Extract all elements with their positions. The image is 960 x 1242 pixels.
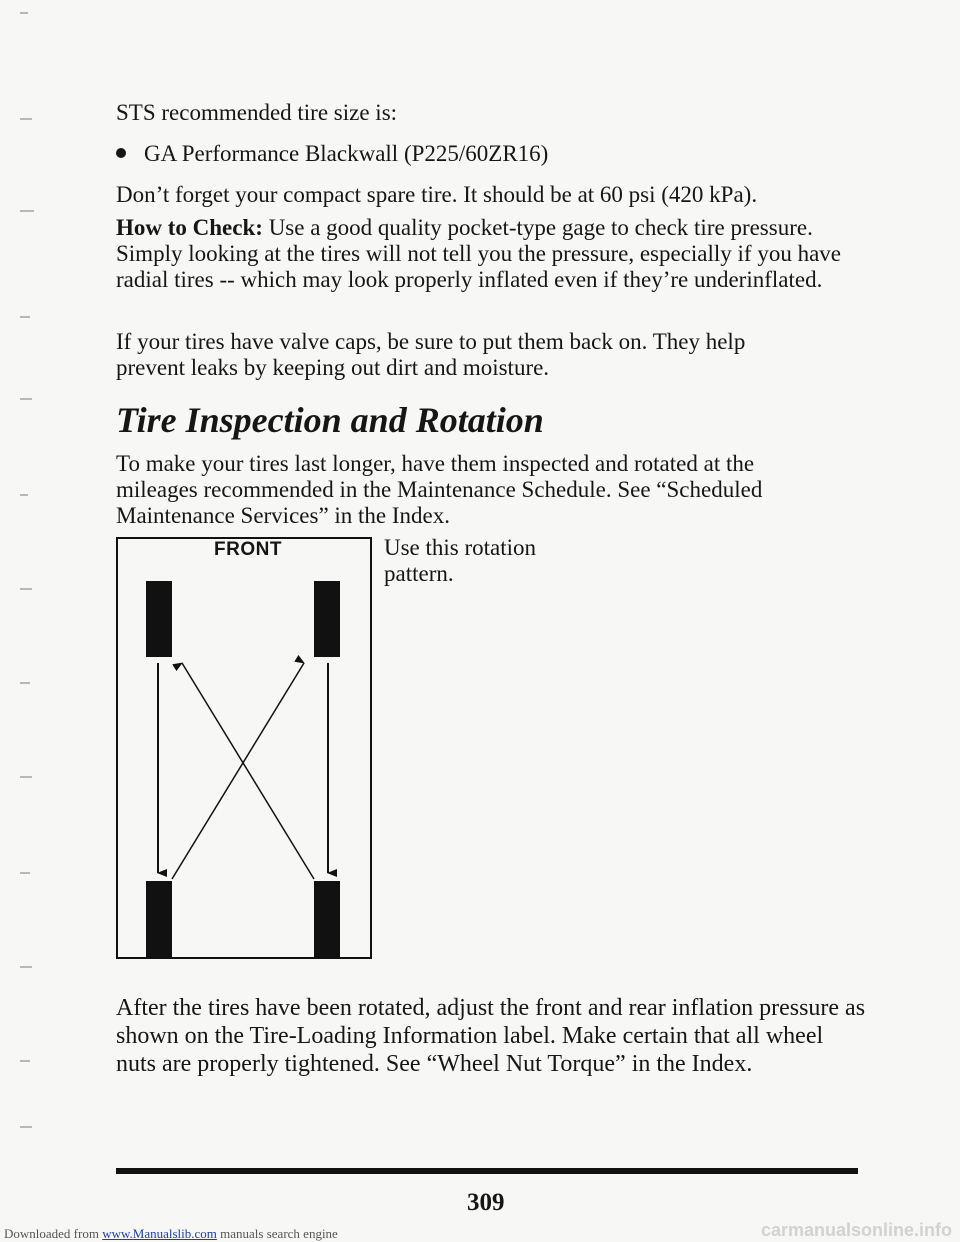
spare-tire-text: Don’t forget your compact spare tire. It should be at 60 psi (420 kPa).: [116, 182, 758, 207]
bullet-dot-icon: [116, 148, 126, 158]
tire-size-value: GA Performance Blackwall (P225/60ZR16): [144, 141, 549, 166]
how-to-check-text: Use a good quality pocket-type gage to check tire pressure. Simply looking at the tires will not tell you the pressure, especially if you have radial tires -- which may look properly inflated even if they’re underinflated.: [116, 215, 841, 292]
after-rotation-text: After the tires have been rotated, adjust the front and rear inflation pressure as shown on the Tire-Loading Information label. Make certain that all wheel nuts are properly tightened. See “Wheel Nut Torque” in the Index.: [116, 995, 866, 1077]
rear-right-tire: [314, 881, 340, 957]
section-heading: Tire Inspection and Rotation: [116, 400, 544, 440]
download-source-line: [4, 1226, 338, 1242]
section-intro-text: To make your tires last longer, have them inspected and rotated at the mileages recommended in the Maintenance Schedule. See “Scheduled Maintenance Services” in the Index.: [116, 451, 763, 528]
rear-right-to-front-left-arrow: [182, 663, 314, 879]
tire-size-bullet: [116, 141, 548, 167]
front-left-tire: [146, 581, 172, 657]
rotation-caption: Use this rotation pattern.: [384, 535, 537, 586]
rotation-pattern-graphic: [118, 539, 370, 957]
search-engine-text: manuals search engine: [216, 1226, 338, 1241]
front-right-tire: [314, 581, 340, 657]
recommended-size-text: STS recommended tire size is:: [116, 100, 398, 125]
rear-left-to-front-right-arrow: [172, 663, 304, 879]
how-to-check-paragraph: [116, 215, 856, 293]
footer-rule: [116, 1168, 858, 1174]
rear-left-tire: [146, 881, 172, 957]
valve-caps-text: If your tires have valve caps, be sure to put them back on. They help prevent leaks by keeping out dirt and moisture.: [116, 329, 746, 380]
front-label: FRONT: [214, 539, 282, 560]
how-to-check-label: How to Check:: [116, 215, 263, 240]
rotation-diagram: [116, 537, 372, 959]
margin-tick-marks: [20, 0, 40, 1242]
downloaded-from-text: Downloaded from: [4, 1226, 103, 1241]
manualslib-link[interactable]: www.Manualslib.com: [102, 1226, 217, 1241]
page-number: 309: [467, 1189, 505, 1216]
site-watermark: carmanualsonline.info: [760, 1220, 952, 1240]
